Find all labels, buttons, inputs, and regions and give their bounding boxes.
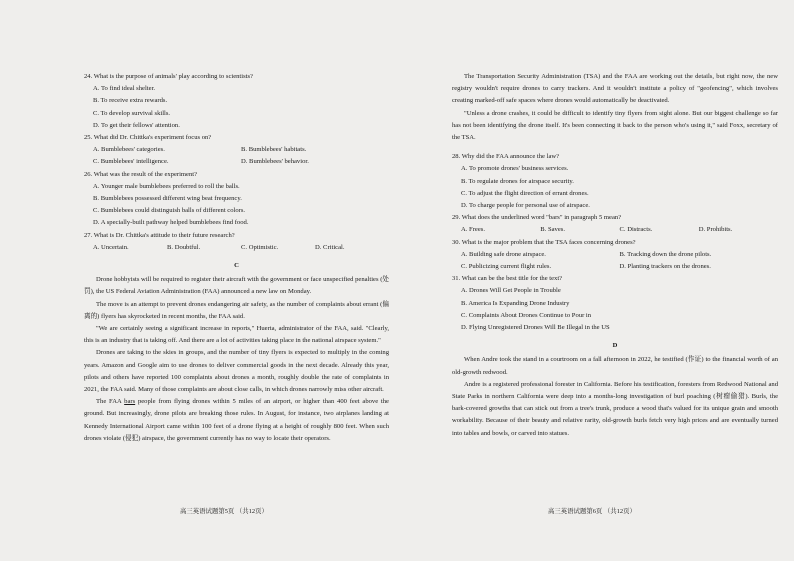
underlined-word: bars xyxy=(124,398,136,406)
question-text: 28. Why did the FAA announce the law? xyxy=(452,153,560,161)
option: A. Frees. xyxy=(461,226,485,234)
option: B. Tracking down the drone pilots. xyxy=(619,250,712,258)
paragraph-text: people from flying drones within 5 miles of an airport, or higher than 400 feet above the ground. But increasingly, drone pilots are breaking those rules. In August, for instance, two airplanes landing at Kennedy International Airport came within 100 feet of a drone flying at a height of roughly 800 feet. When such drones violate (侵犯) airspace, the government currently has no way to locate their operators. xyxy=(84,398,389,442)
option: D. Planting trackers on the drones. xyxy=(619,263,711,271)
option: A. Younger male bumblebees preferred to roll the balls. xyxy=(93,182,240,190)
option: C. Complaints About Drones Continue to Pour in xyxy=(461,311,592,319)
option: D. Flying Unregistered Drones Will Be Illegal in the US xyxy=(461,324,610,332)
option: B. Bumblebees possessed different wing beat frequency. xyxy=(93,195,242,203)
question-block xyxy=(452,212,778,236)
question-block xyxy=(84,169,389,230)
option: A. To find ideal shelter. xyxy=(93,85,156,93)
passage-paragraph: The Transportation Security Administration (TSA) and the FAA are working out the details, but right now, the new registry wouldn't require drones to carry trackers. And it wouldn't institute a policy of "geofencing", which involves creating marked-off safe spaces where drones would automatically be deactivated. xyxy=(452,73,778,105)
option: D. Bumblebees' behavior. xyxy=(241,158,309,166)
question-block xyxy=(452,151,778,212)
passage-paragraph: "Unless a drone crashes, it could be difficult to identify tiny flyers from sight alone. But our biggest challenge so far has not been identifying the drone itself. It's been connecting it back to the person who's using it," said Foxx, secretary of the TSA. xyxy=(452,109,778,142)
option: B. To receive extra rewards. xyxy=(93,97,168,105)
question-block xyxy=(84,71,389,132)
right-page xyxy=(452,71,778,440)
passage-paragraph xyxy=(84,396,389,445)
option-row xyxy=(93,144,389,156)
option: C. To develop survival skills. xyxy=(93,109,171,117)
passage-paragraph: Drones are taking to the skies in groups, and the number of tiny flyers is expected to multiply in the coming years. Amazon and Google aim to use drones to deliver commercial goods in the next decade. Already this year, pilots and others have reported 100 complaints about drones a month, roughly double the rate of complaints in 2021, the FAA said. Many of those complaints are about close calls, in which drones narrowly miss other aircraft. xyxy=(84,349,389,394)
option: C. To adjust the flight direction of errant drones. xyxy=(461,189,589,197)
option: A. To promote drones' business services. xyxy=(461,165,569,173)
option: B. America Is Expanding Drone Industry xyxy=(461,299,570,307)
option: C. Bumblebees' intelligence. xyxy=(93,158,169,166)
option: B. Doubtful. xyxy=(167,243,201,251)
option: A. Uncertain. xyxy=(93,243,129,251)
page-footer-left: 高三英语试题第5页 （共12页） xyxy=(180,508,268,515)
question-block xyxy=(84,230,389,254)
option: D. To charge people for personal use of airspace. xyxy=(461,202,590,210)
option-row xyxy=(461,261,778,273)
passage-paragraph: Drone hobbyists will be required to register their aircraft with the government or face unspecified penalties (处罚), the US Federal Aviation Administration (FAA) announced a new law on Monday. xyxy=(84,276,389,296)
option: C. Optimistic. xyxy=(241,243,279,251)
question-text: 25. What did Dr. Chittka's experiment focus on? xyxy=(84,134,212,142)
section-label-c: C xyxy=(234,262,239,270)
option: A. Bumblebees' categories. xyxy=(93,146,165,154)
option: A. Building safe drone airspace. xyxy=(461,250,546,258)
option: B. Saves. xyxy=(540,226,565,234)
page-footer-right: 高三英语试题第6页 （共12页） xyxy=(548,508,636,515)
question-text: 31. What can be the best title for the text? xyxy=(452,275,563,283)
option: D. A specially-built pathway helped bumblebees find food. xyxy=(93,219,249,227)
option: B. To regulate drones for airspace security. xyxy=(461,177,574,185)
question-text: 26. What was the result of the experiment? xyxy=(84,170,198,178)
option: C. Publicizing current flight rules. xyxy=(461,263,552,271)
question-block xyxy=(452,273,778,334)
question-text: 27. What is Dr. Chittka's attitude to their future research? xyxy=(84,231,235,239)
option: C. Distracts. xyxy=(619,226,653,234)
option-row xyxy=(93,242,389,254)
paragraph-text: The FAA xyxy=(96,398,125,406)
left-page xyxy=(84,71,389,445)
question-block xyxy=(84,132,389,169)
option: B. Bumblebees' habitats. xyxy=(241,146,307,154)
option-row xyxy=(461,224,778,236)
option-row xyxy=(93,156,389,168)
question-text: 24. What is the purpose of animals' play according to scientists? xyxy=(84,73,253,80)
option: D. Critical. xyxy=(315,243,345,251)
option-row xyxy=(461,249,778,261)
passage-paragraph: The move is an attempt to prevent drones endangering air safety, as the number of complaints about errant (偏离的) flyers has skyrocketed in recent months, the FAA said. xyxy=(84,300,389,320)
option: D. Prohibits. xyxy=(698,226,733,234)
option: A. Drones Will Get People in Trouble xyxy=(461,287,561,295)
passage-paragraph: Andre is a registered professional forester in California. Before his testification, foresters from Redwood National and State Parks in northern California were deep into a months-long investigation of burl poaching (树瘤偷猎). Burls, the bark-covered growths that can stick out from a tree's trunk, produce a wood that's valued for its unique grain and smooth workability. Because of their beauty and relative rarity, old-growth burls fetch very high prices and are eventually turned into tables and bowls, or carved into statues. xyxy=(452,380,778,437)
option: D. To get their fellows' attention. xyxy=(93,121,180,129)
question-text: 29. What does the underlined word "bars" in paragraph 5 mean? xyxy=(452,214,622,222)
question-text: 30. What is the major problem that the TSA faces concerning drones? xyxy=(452,238,636,246)
passage-paragraph: When Andre took the stand in a courtroom on a fall afternoon in 2022, he testified (作证) to the financial worth of an old-growth redwood. xyxy=(452,356,778,376)
passage-paragraph: "We are certainly seeing a significant increase in reports," Huerta, administrator of the FAA, said. "Clearly, this is an industry that is taking off. And there are a lot of activities taking place in the national airspace system." xyxy=(84,325,389,345)
question-block xyxy=(452,237,778,274)
option: C. Bumblebees could distinguish balls of different colors. xyxy=(93,207,246,215)
section-label-d: D xyxy=(612,342,618,350)
